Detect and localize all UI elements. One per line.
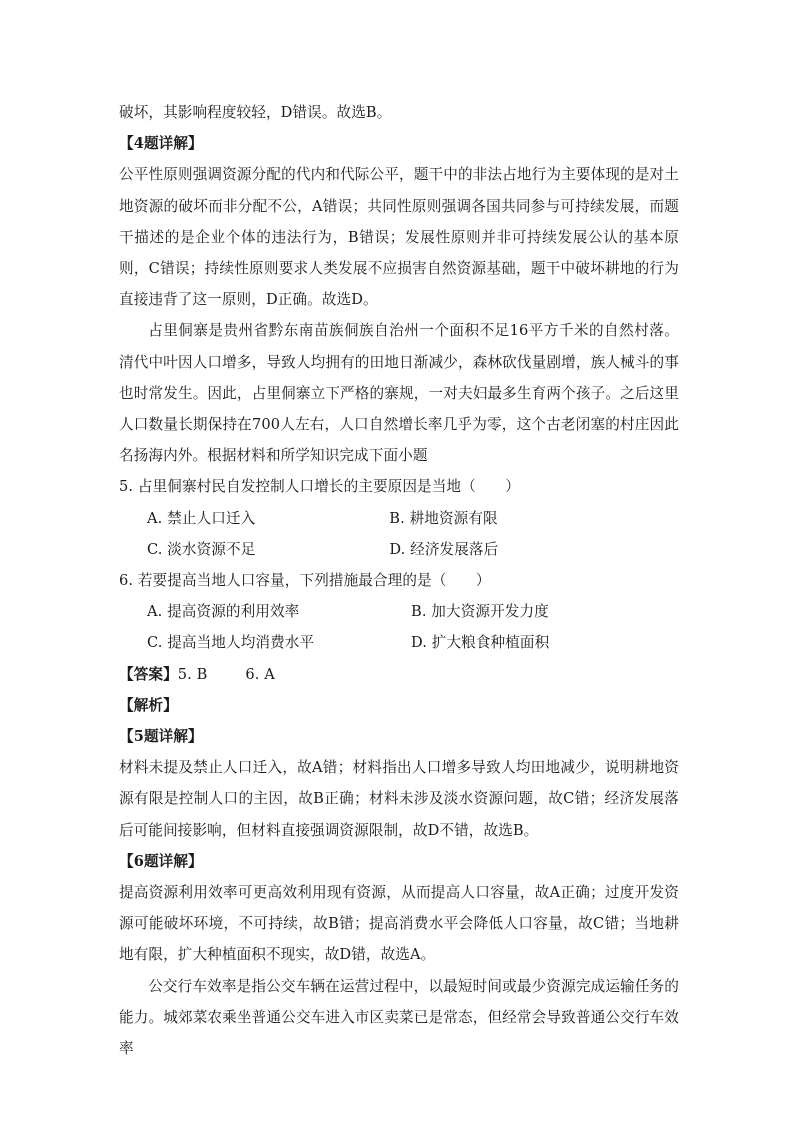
paragraph-material: 占里侗寨是贵州省黔东南苗族侗族自治州一个面积不足16平方千米的自然村落。清代中叶因人口增多，导致人均拥有的田地日渐减少，森林砍伐量剧增，族人械斗的事也时常发生。因此，占里侗寨立下严格的寨规，一对夫妇最多生育两个孩子。之后这里人口数量长期保持在700人左右，人口自然增长率几乎为零，这个古老闭塞的村庄因此名扬海内外。根据材料和所学知识完成下面小题 [119, 322, 679, 465]
document-body [119, 97, 679, 1064]
q5-option-b: B. 耕地资源有限 [389, 509, 498, 527]
q6-option-b: B. 加大资源开发力度 [411, 603, 549, 621]
heading-q4-detail: 【4题详解】 [119, 135, 203, 153]
paragraph-q6-explanation: 提高资源利用效率可更高效利用现有资源，从而提高人口容量，故A正确；过度开发资源可能破坏环境，不可持续，故B错；提高消费水平会降低人口容量，故C错；当地耕地有限，扩大种植面积不现实，故D错，故选A。 [119, 884, 679, 964]
q6-option-c: C. 提高当地人均消费水平 [147, 634, 315, 652]
heading-q6-detail: 【6题详解】 [119, 852, 203, 870]
question-5-options-row-1 [119, 503, 679, 534]
q5-option-d: D. 经济发展落后 [389, 540, 499, 558]
q6-option-a: A. 提高资源的利用效率 [147, 603, 300, 621]
analysis-label: 【解析】 [119, 696, 178, 714]
answer-q6: 6. A [245, 665, 275, 683]
question-6-options-row-2 [119, 627, 679, 658]
answer-q5: 5. B [177, 665, 208, 683]
q6-option-d: D. 扩大粮食种植面积 [411, 634, 550, 652]
paragraph-q5-explanation: 材料未提及禁止人口迁入，故A错；材料指出人口增多导致人均田地减少，说明耕地资源有限是控制人口的主因，故B正确；材料未涉及淡水资源问题，故C错；经济发展落后可能间接影响，但材料直接强调资源限制，故D不错，故选B。 [119, 759, 679, 839]
paragraph-q4-explanation: 公平性原则强调资源分配的代内和代际公平，题干中的非法占地行为主要体现的是对土地资源的破坏而非分配不公，A错误；共同性原则强调各国共同参与可持续发展，而题干描述的是企业个体的违法行为，B错误；发展性原则并非可持续发展公认的基本原则，C错误；持续性原则要求人类发展不应损害自然资源基础，题干中破坏耕地的行为直接违背了这一原则，D正确。故选D。 [119, 166, 679, 309]
paragraph-next-material: 公交行车效率是指公交车辆在运营过程中，以最短时间或最少资源完成运输任务的能力。城郊菜农乘坐普通公交车进入市区卖菜已是常态，但经常会导致普通公交行车效率 [119, 977, 679, 1058]
q5-option-a: A. 禁止人口迁入 [147, 509, 256, 527]
heading-q5-detail: 【5题详解】 [119, 728, 203, 746]
answer-label: 【答案】 [119, 665, 178, 683]
question-5-options-row-2 [119, 534, 679, 565]
paragraph-continuation: 破坏，其影响程度较轻，D错误。故选B。 [119, 104, 392, 121]
question-5-stem: 5. 占里侗寨村民自发控制人口增长的主要原因是当地（ ） [119, 478, 520, 496]
answer-line [119, 659, 679, 690]
question-6-options-row-1 [119, 596, 679, 627]
question-6-stem: 6. 若要提高当地人口容量，下列措施最合理的是（ ） [119, 572, 491, 590]
q5-option-c: C. 淡水资源不足 [147, 540, 256, 558]
